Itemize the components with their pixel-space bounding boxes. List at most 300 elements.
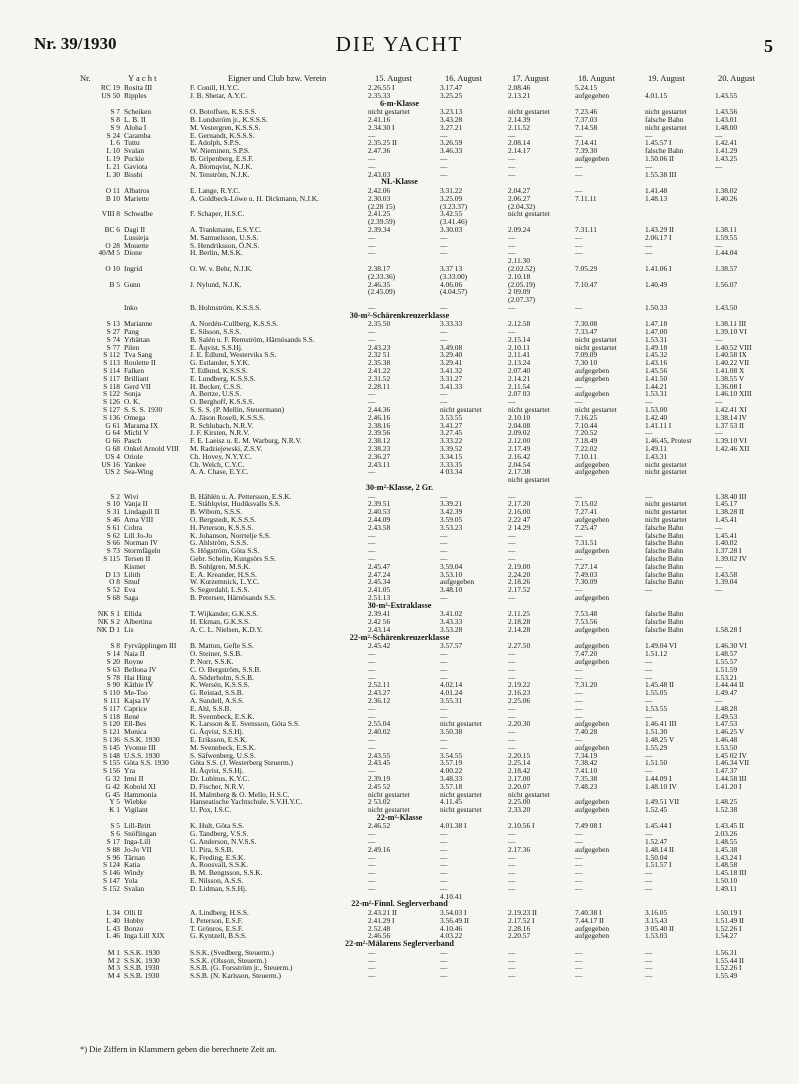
cell-day6: 1.46.30 VI	[715, 641, 747, 651]
cell-day1: (2.28 15)	[368, 201, 396, 211]
cell-day6: 1.42.41	[715, 138, 738, 148]
cell-yacht: Caprice	[124, 703, 147, 713]
cell-day5: 1.48.10 IV	[645, 781, 677, 791]
cell-owner: G. Ahlström, S.S.S.	[190, 538, 249, 548]
class-heading-text: 22-m²-Klasse	[376, 812, 423, 822]
cell-day6: 1.49.53	[715, 711, 738, 721]
cell-day6: 1.51.49 II	[715, 915, 744, 925]
cell-day4: 7.44.17 II	[575, 915, 604, 925]
cell-day6: 1.45.41	[715, 530, 738, 540]
cell-day6: 1.48.58	[715, 860, 738, 870]
cell-day4: 7.14.58	[575, 122, 598, 132]
cell-yacht: Roulette II	[124, 358, 156, 368]
cell-day4: nicht gestartet	[575, 405, 617, 415]
cell-day5: 1.48.25 V	[645, 734, 675, 744]
cell-day4: 7.10.11	[575, 451, 597, 461]
cell-day1: 2.40.53	[368, 507, 391, 517]
cell-day5: nicht gestartet	[645, 507, 687, 517]
cell-owner: K. Larsson & E. Svensson, Göta S.S.	[190, 719, 300, 729]
cell-yacht: L. B. II	[124, 114, 146, 124]
cell-day5: 1.41.50	[645, 373, 668, 383]
cell-nr: US 16	[101, 459, 120, 469]
cell-owner: U. Pox, I.S.C.	[190, 805, 232, 815]
cell-day5: —	[645, 428, 653, 438]
cell-owner: G. Åqvist, S.S.Hj.	[190, 727, 244, 737]
cell-yacht: Norman IV	[124, 538, 158, 548]
cell-nr: G 66	[105, 436, 120, 446]
cell-day2: 3.17.47	[440, 83, 463, 92]
cell-nr: S 111	[103, 695, 120, 705]
cell-day4: —	[575, 248, 583, 258]
cell-nr: B 10	[105, 193, 120, 203]
cell-day6: 1.39.02 IV	[715, 554, 747, 563]
cell-yacht: Cobra	[124, 522, 143, 532]
cell-day3: 2.18.28	[508, 617, 531, 627]
cell-day6: 1.43.45 II	[715, 821, 744, 831]
cell-day4: 7.37.03	[575, 114, 598, 124]
cell-day2: 3.25.25	[440, 90, 463, 100]
cell-day6: 1.53.21	[715, 672, 738, 682]
cell-day2: 4.11.45	[440, 797, 462, 807]
table-row	[0, 265, 799, 273]
cell-day2: —	[440, 327, 448, 337]
cell-day1: 2.43.14	[368, 624, 391, 634]
cell-day3: 2.11.52	[508, 122, 530, 132]
cell-day5: nicht gestartet	[645, 515, 687, 525]
cell-day1: (2.39.59)	[368, 217, 396, 227]
cell-day3: —	[508, 947, 516, 957]
cell-yacht: Yvonne III	[124, 742, 156, 752]
cell-nr: S 117	[103, 703, 120, 713]
cell-day1: —	[368, 248, 376, 258]
cell-day3: 2.33.20	[508, 805, 531, 815]
cell-day5: falsche Bahn	[645, 624, 684, 634]
cell-day4: aufgegeben	[575, 389, 610, 399]
cell-owner: A. Roosvall, S.S.K.	[190, 860, 249, 870]
cell-day6: 1.55.49	[715, 971, 738, 981]
cell-owner: B. Wibom, S.S.S.	[190, 507, 242, 517]
cell-yacht: Vanja II	[124, 499, 148, 509]
cell-nr: S 110	[103, 688, 120, 698]
cell-day2: nicht gestartet	[440, 719, 482, 729]
cell-day2: 4.02.14	[440, 680, 463, 690]
cell-day4: —	[575, 876, 583, 886]
cell-day2: —	[440, 491, 448, 501]
cell-day4: 7.39.30	[575, 146, 598, 156]
cell-day2: —	[440, 389, 448, 399]
cell-day1: 2.41.22	[368, 366, 391, 376]
cell-yacht: Ell-Bes	[124, 719, 147, 729]
cell-day2: 3.26.59	[440, 138, 463, 148]
cell-day6: 1.48.00	[715, 122, 738, 132]
cell-day4: 7.48.23	[575, 781, 598, 791]
cell-day5: 1.45.48 II	[645, 680, 674, 690]
cell-day6: —	[715, 585, 723, 595]
cell-owner: M. Radziejewski, Z.S.V.	[190, 444, 263, 454]
cell-day4: aufgegeben	[575, 366, 610, 376]
cell-day6: 1.54.27	[715, 931, 738, 941]
cell-nr: BC 6	[104, 224, 120, 234]
cell-day4: —	[575, 161, 583, 171]
table-row	[0, 288, 799, 296]
cell-nr: S 88	[106, 844, 120, 854]
cell-nr: S 152	[102, 883, 120, 893]
cell-day3: nicht gestartet	[508, 107, 550, 117]
cell-day1: —	[368, 327, 376, 337]
cell-day2: (3.41.46)	[440, 217, 468, 227]
cell-owner: G. Tandberg, V.S.S.	[190, 829, 249, 839]
cell-owner: Dr. Lubinus, K.Y.C.	[190, 773, 250, 783]
cell-day2: 3.31.22	[440, 185, 463, 195]
table-row	[0, 296, 799, 304]
cell-yacht: Windy	[124, 868, 144, 878]
cell-day4: aufgegeben	[575, 592, 610, 602]
cell-nr: G 64	[105, 428, 120, 438]
cell-day4: —	[575, 703, 583, 713]
cell-day6: 1.38.02	[715, 185, 738, 195]
cell-nr: VIII 8	[101, 209, 120, 219]
cell-owner: K. Johanson, Norrtelje S.S.	[190, 530, 271, 540]
cell-day6: 1.46.34 VII	[715, 758, 750, 768]
cell-day4: 7.33.47	[575, 327, 598, 337]
cell-day4: —	[575, 947, 583, 957]
cell-day2: 3.56.49 II	[440, 915, 469, 925]
cell-yacht: Gerd VII	[124, 381, 151, 391]
cell-nr: S 118	[103, 381, 120, 391]
cell-day3: 2.11.30	[508, 256, 530, 266]
cell-day1: —	[368, 302, 376, 312]
cell-day1: 2.41.29 I	[368, 915, 395, 925]
cell-day1: —	[368, 947, 376, 957]
cell-owner: B. Holmström, K.S.S.S.	[190, 302, 262, 312]
cell-day1: 2.32 51	[368, 350, 391, 360]
cell-day2: 3.34.15	[440, 451, 463, 461]
col-header-yacht: Y a c h t	[128, 73, 157, 83]
cell-owner: A. Söderholm, S.S.B.	[190, 672, 254, 682]
cell-nr: S 115	[103, 554, 120, 563]
cell-owner: W. Nieminen, S.P.S.	[190, 146, 250, 156]
cell-day3: —	[508, 530, 516, 540]
cell-day2: —	[440, 334, 448, 344]
cell-day5: —	[645, 766, 653, 776]
cell-day4: aufgegeben	[575, 923, 610, 933]
cell-owner: E. Adolph, S.P.S.	[190, 138, 241, 148]
cell-owner: S.S.B. (N. Karlsson, Steuerm.)	[190, 971, 281, 981]
cell-nr: US 4	[105, 451, 120, 461]
table-row	[0, 885, 799, 893]
cell-day6: 1.41.20 I	[715, 781, 742, 791]
cell-day2: 4.03.22	[440, 931, 463, 941]
cell-owner: E. A. Kreander, H.S.S.	[190, 569, 257, 579]
cell-day5: 1.45.44 I	[645, 821, 672, 831]
cell-day3: 2.08.14	[508, 138, 531, 148]
cell-day4: 7.16.25	[575, 412, 598, 422]
cell-day4: 7.53.56	[575, 617, 598, 627]
cell-owner: J. B. Shetar, A.Y.C.	[190, 90, 248, 100]
cell-day4: —	[575, 130, 583, 140]
cell-day1: 2.41.05	[368, 585, 391, 595]
cell-day4: —	[575, 688, 583, 698]
cell-yacht: Svalan	[124, 146, 145, 156]
cell-day3: 2.17.36	[508, 844, 531, 854]
cell-day1: 2.39.56	[368, 428, 391, 438]
cell-yacht: Mouette	[124, 240, 149, 250]
cell-day2: —	[440, 837, 448, 847]
cell-day3: 2.10.11	[508, 342, 530, 352]
cell-yacht: Michl V	[124, 428, 149, 438]
cell-yacht: Hammonia	[124, 789, 157, 799]
cell-day4: —	[575, 734, 583, 744]
cell-day3: 2.11.41	[508, 350, 530, 360]
cell-owner: J. E. Edlund, Westerviks S.S.	[190, 350, 277, 360]
cell-day2: 3.54.03 I	[440, 908, 467, 918]
cell-nr: S 77	[106, 342, 120, 352]
cell-day4: —	[575, 883, 583, 893]
cell-day2: 3.39.21	[440, 499, 463, 509]
cell-day5: 1.53.31	[645, 334, 668, 344]
cell-yacht: Stormfägeln	[124, 546, 161, 556]
cell-day1: 2.40.02	[368, 727, 391, 737]
cell-day2: 3.59.05	[440, 515, 463, 525]
cell-yacht: Eva	[124, 585, 136, 595]
cell-day2: —	[440, 971, 448, 981]
cell-yacht: Olli II	[124, 908, 143, 918]
class-heading-text: NL-Klasse	[381, 177, 418, 187]
cell-day6: 1.40.58 IX	[715, 350, 747, 360]
cell-day4: 7.49.03	[575, 569, 598, 579]
cell-day2: 3.30.03	[440, 224, 463, 234]
cell-day3: —	[508, 554, 516, 563]
cell-day6: 1.41.29	[715, 146, 738, 156]
cell-day5: 3.16.05	[645, 908, 668, 918]
cell-day3: 2.16.00	[508, 507, 531, 517]
cell-day1: 2.47.36	[368, 146, 391, 156]
cell-owner: Ch. Hovey, N.Y.Y.C.	[190, 451, 252, 461]
cell-yacht: Kobold XI	[124, 781, 156, 791]
cell-day3: 2.19.23 II	[508, 908, 537, 918]
cell-nr: B 5	[109, 279, 120, 289]
cell-owner: G. Reistad, S.S.B.	[190, 688, 244, 698]
cell-nr: S 7	[110, 107, 120, 117]
table-row	[0, 281, 799, 289]
cell-day2: 4 03.34	[440, 467, 463, 477]
cell-yacht: Caramba	[124, 130, 151, 140]
cell-day2: 4.10.41	[440, 891, 463, 901]
cell-nr: S 136	[102, 412, 120, 422]
cell-day5: 1.55.29	[645, 742, 668, 752]
cell-day5: 1.50.04	[645, 852, 668, 862]
cell-owner: F. E. Laeisz u. E. M. Warburg, N.R.V.	[190, 436, 302, 446]
cell-nr: O 11	[105, 185, 120, 195]
cell-day5: falsche Bahn	[645, 609, 684, 619]
cell-day6: 1.45.38	[715, 844, 738, 854]
cell-day3: —	[508, 868, 516, 878]
cell-yacht: Schwalbe	[124, 209, 153, 219]
cell-nr: S 73	[106, 546, 120, 556]
cell-day3: —	[508, 837, 516, 847]
class-heading-text: 30-m²-Schärenkreuzerklasse	[349, 310, 450, 320]
cell-yacht: Dagi II	[124, 224, 146, 234]
cell-nr: S 124	[102, 860, 120, 870]
cell-owner: S.S.K. (Svedberg, Steuerm.)	[190, 947, 274, 957]
cell-day2: (3.33.00)	[440, 271, 468, 281]
cell-nr: S 148	[102, 750, 120, 760]
cell-day2: —	[440, 883, 448, 893]
cell-day1: 2.39.34	[368, 224, 391, 234]
cell-day2: nicht gestartet	[440, 789, 482, 799]
cell-day2: 4.10.46	[440, 923, 463, 933]
cell-day2: 3.33.35	[440, 459, 463, 469]
cell-day2: —	[440, 161, 448, 171]
class-heading-text: 22-m²-Schärenkreuzerklasse	[349, 632, 450, 642]
cell-nr: S 31	[106, 507, 120, 517]
cell-day3: 2 14.29	[508, 522, 531, 532]
cell-day2: —	[440, 742, 448, 752]
col-header-owner: Eigner und Club bzw. Verein	[228, 73, 327, 83]
cell-day4: 7.09.09	[575, 350, 598, 360]
cell-yacht: Kismet	[124, 561, 146, 571]
cell-owner: H. Ekman, G.K.S.S.	[190, 617, 250, 627]
cell-day1: —	[368, 649, 376, 659]
cell-yacht: Ingrid	[124, 263, 143, 273]
cell-nr: G 42	[105, 781, 120, 791]
cell-owner: A. Jäson Rosell, K.S.S.S.	[190, 412, 265, 422]
cell-owner: S.S.K. (Olsson, Steuerm.)	[190, 955, 267, 965]
cell-day6: —	[715, 695, 723, 705]
cell-day6: 1.46.48	[715, 734, 738, 744]
cell-nr: S 156	[102, 766, 120, 776]
cell-owner: S. S. S. (P. Mellin, Steuermann)	[190, 405, 285, 415]
cell-day2: 3.29.40	[440, 350, 463, 360]
cell-day3: 2.10.56 I	[508, 821, 535, 831]
cell-day4: 7.27.14	[575, 561, 598, 571]
cell-day1: —	[368, 829, 376, 839]
cell-owner: E. Eriksson, E.S.K.	[190, 734, 248, 744]
cell-day3: 2.20.30	[508, 719, 531, 729]
class-heading-text: 30-m²-Klasse, 2 Gr.	[365, 483, 434, 493]
cell-day4: aufgegeben	[575, 797, 610, 807]
cell-day5: —	[645, 750, 653, 760]
cell-day3: —	[508, 546, 516, 556]
cell-day2: 3.42.55	[440, 209, 463, 219]
cell-day6: 1.38.57	[715, 263, 738, 273]
cell-day4: —	[575, 302, 583, 312]
cell-day3: 2.16.42	[508, 451, 531, 461]
cell-day5: 1.43.29 II	[645, 224, 674, 234]
cell-owner: P. Norr, S.S.K.	[190, 656, 234, 666]
cell-day3: 2.25.06	[508, 695, 531, 705]
cell-yacht: Yola	[124, 876, 138, 886]
cell-day2: —	[440, 248, 448, 258]
cell-day1: —	[368, 130, 376, 140]
cell-day1: 2.39.51	[368, 499, 391, 509]
cell-day6: 1.37.28 I	[715, 546, 742, 556]
cell-day5: 3.15.43	[645, 915, 668, 925]
cell-owner: K. Wersén, K.S.S.S.	[190, 680, 250, 690]
cell-nr: S 24	[106, 130, 120, 140]
cell-nr: D 13	[105, 569, 120, 579]
cell-day5: —	[645, 883, 653, 893]
cell-day6: 1.44.58 III	[715, 773, 747, 783]
cell-nr: S 52	[106, 585, 120, 595]
cell-day1: 2.43.55	[368, 750, 391, 760]
cell-day4: 7.30.09	[575, 577, 598, 587]
cell-yacht: Mariette	[124, 193, 150, 203]
cell-nr: RC 19	[100, 83, 120, 92]
cell-day1: 2.52.11	[368, 680, 390, 690]
cell-day3: 2.07.40	[508, 366, 531, 376]
cell-day5: 4.01.15	[645, 90, 668, 100]
cell-day4: 7.18.49	[575, 436, 598, 446]
cell-yacht: Smuf	[124, 577, 141, 587]
cell-day5: —	[645, 672, 653, 682]
cell-day2: 4.00.22	[440, 766, 463, 776]
cell-day2: 3.48.33	[440, 773, 463, 783]
cell-day6: 1.56.31	[715, 947, 738, 957]
cell-day3: 2.12.00	[508, 436, 531, 446]
cell-nr: M 1	[107, 947, 120, 957]
cell-day1: nicht gestartet	[368, 789, 410, 799]
cell-yacht: Jo-Jo VII	[124, 844, 152, 854]
cell-day6: 1.44.04	[715, 248, 738, 258]
cell-day3: 2.14.39	[508, 114, 531, 124]
cell-day5: 1.46.45, Protest	[645, 436, 692, 446]
cell-day4: —	[575, 185, 583, 195]
cell-day2: 3.43.33	[440, 617, 463, 627]
cell-day3: 2.18.26	[508, 577, 531, 587]
table-row	[0, 226, 799, 234]
cell-owner: E. Ståhlqvist, Hudiksvalls S.S.	[190, 499, 281, 509]
cell-day1: 2.43.27	[368, 688, 391, 698]
cell-day6: 1.42.46 XII	[715, 444, 750, 454]
cell-day5: 1.51.30	[645, 727, 668, 737]
cell-day6: 1.48.25	[715, 797, 738, 807]
cell-day1: —	[368, 734, 376, 744]
cell-day2: —	[440, 664, 448, 674]
class-heading-text: 22-m²-Mälarens Seglerverband	[345, 939, 454, 949]
cell-day6: 1.39.10 VI	[715, 327, 747, 337]
cell-day1: (2.45.09)	[368, 287, 396, 297]
cell-day3: 2 09.09	[508, 287, 531, 297]
cell-day3: —	[508, 327, 516, 337]
cell-day4: aufgegeben	[575, 805, 610, 815]
cell-day2: 3.43.28	[440, 114, 463, 124]
cell-day6: 1.38.55 V	[715, 373, 745, 383]
table-row	[0, 468, 799, 476]
cell-day1: —	[368, 397, 376, 407]
cell-day4: 7.31.20	[575, 680, 598, 690]
cell-owner: B. Gripenberg, E.S.F.	[190, 153, 254, 163]
cell-owner: T. Wijkander, G.K.S.S.	[190, 609, 259, 619]
cell-owner: E. Lange, R.Y.C.	[190, 185, 241, 195]
cell-day1: 2.43.23	[368, 342, 391, 352]
cell-day1: —	[368, 546, 376, 556]
cell-day2: 3.48.10	[440, 585, 463, 595]
cell-day3: —	[508, 727, 516, 737]
cell-day5: nicht gestartet	[645, 459, 687, 469]
cell-day2: 3.33.33	[440, 319, 463, 329]
cell-nr: S 78	[106, 672, 120, 682]
cell-day1: 2.55.04	[368, 719, 391, 729]
cell-nr: S 8	[110, 114, 120, 124]
cell-day5: 1.43.16	[645, 358, 668, 368]
cell-nr: NK S 2	[97, 617, 120, 627]
cell-nr: S 61	[106, 522, 120, 532]
cell-yacht: Gaviota	[124, 161, 148, 171]
cell-nr: L 10	[106, 146, 120, 156]
col-header-nr: Nr.	[80, 73, 91, 83]
cell-day4: 5.24.15	[575, 83, 598, 92]
